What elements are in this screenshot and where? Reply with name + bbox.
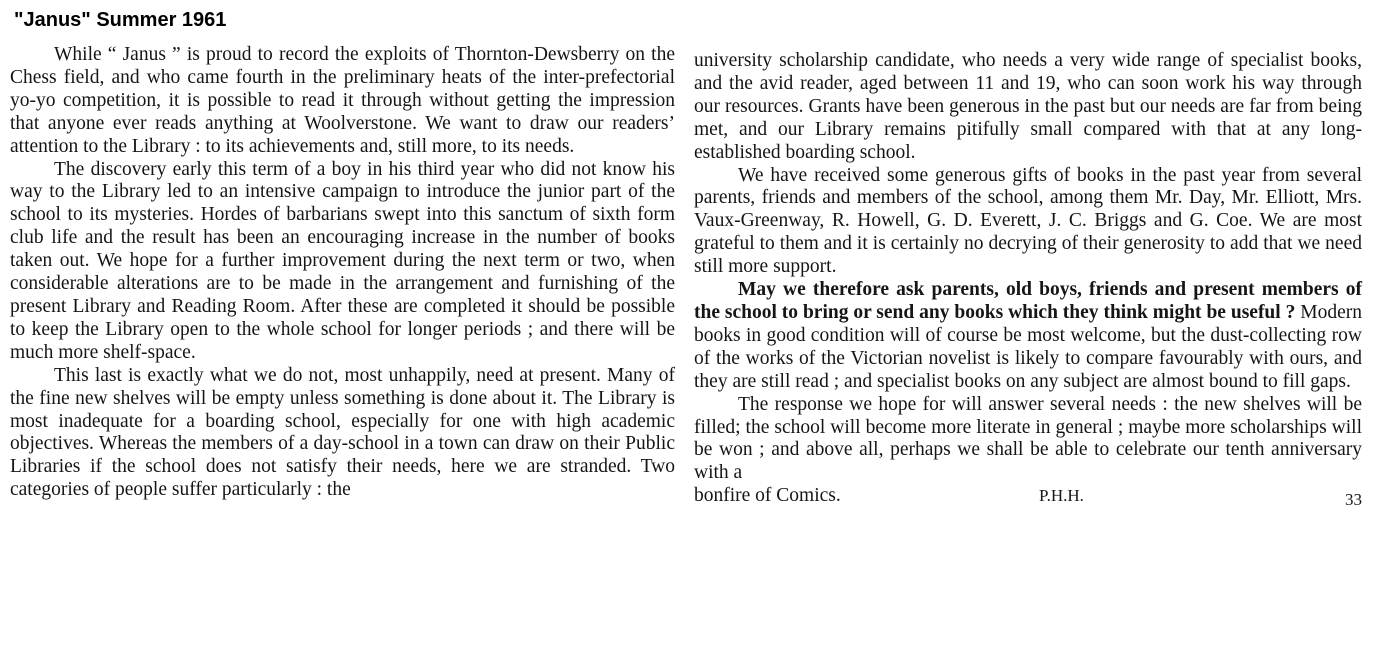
document-heading: "Janus" Summer 1961: [14, 9, 227, 31]
paragraph-appeal: [694, 279, 1362, 394]
paragraph-closing: The response we hope for will answer several needs : the new shelves will be filled; the school will become more literate in general ; maybe more scholarships will be won ; and above all, perhaps we shall be able to celebrate our tenth anniversary with a: [694, 393, 1362, 484]
paragraph-intro: While “ Janus ” is proud to record the exploits of Thornton-Dewsberry on the Chess field, and who came fourth in the preliminary heats of the inter-prefectorial yo-yo competition, it is possible to read it through without getting the impression that anyone ever reads anything at Woolverstone. We want to draw our readers’ attention to the Library : to its achievements and, still more, to its needs.: [10, 44, 675, 157]
author-signature: P.H.H.: [1039, 486, 1084, 506]
appeal-text: Modern books in good condition will of course be most welcome, but the dust-collecting row of the works of the Victorian novelist is likely to compare favourably with ours, and they are still read ; and specialist books on any subject are almost bound to fill gaps.: [694, 301, 1362, 392]
paragraph-gifts: We have received some generous gifts of books in the past year from several parents, friends and members of the school, among them Mr. Day, Mr. Elliott, Mrs. Vaux-Greenway, R. Howell, G. D. Everett, J. C. Briggs and G. Coe. We are most grateful to them and it is certainly no decrying of their generosity to add that we need still more support.: [694, 164, 1362, 278]
paragraph-shelf-space: This last is exactly what we do not, most unhappily, need at present. Many of the fine new shelves will be empty unless something is done about it. The Library is most inadequate for a boarding school, especially for one with high academic objectives. Whereas the members of a day-school in a town can draw on their Public Libraries if the school does not satisfy their needs, here we are stranded. Two categories of people suffer particularly : the: [10, 364, 675, 501]
right-column: [694, 50, 1362, 508]
paragraph-discovery: The discovery early this term of a boy in his third year who did not know his way to the Library led to an intensive campaign to introduce the junior part of the school to its mysteries. Hordes of barbarians swept into this sanctum of sixth form club life and the result has been an encouraging increase in the number of books taken out. We hope for a further improvement during the next term or two, when considerable alterations are to be made in the arrangement and furnishing of the present Library and Reading Room. After these are completed it should be possible to keep the Library open to the whole school for longer periods ; and there will be much more shelf-space.: [10, 158, 675, 363]
paragraph-continuation: university scholarship candidate, who needs a very wide range of specialist books, and the avid reader, aged between 11 and 19, who can soon work his way through our resources. Grants have been generous in the past but our needs are far from being met, and our Library remains pitifully small compared with that at any long-established boarding school.: [694, 50, 1362, 163]
page-number: 33: [1345, 490, 1362, 510]
left-column: [10, 44, 675, 502]
appeal-bold-text: May we therefore ask parents, old boys, friends and present members of the school to bring or send any books which they think might be useful ?: [694, 279, 1362, 323]
closing-last-line: bonfire of Comics.: [694, 485, 841, 507]
signoff-line: [694, 485, 1362, 508]
